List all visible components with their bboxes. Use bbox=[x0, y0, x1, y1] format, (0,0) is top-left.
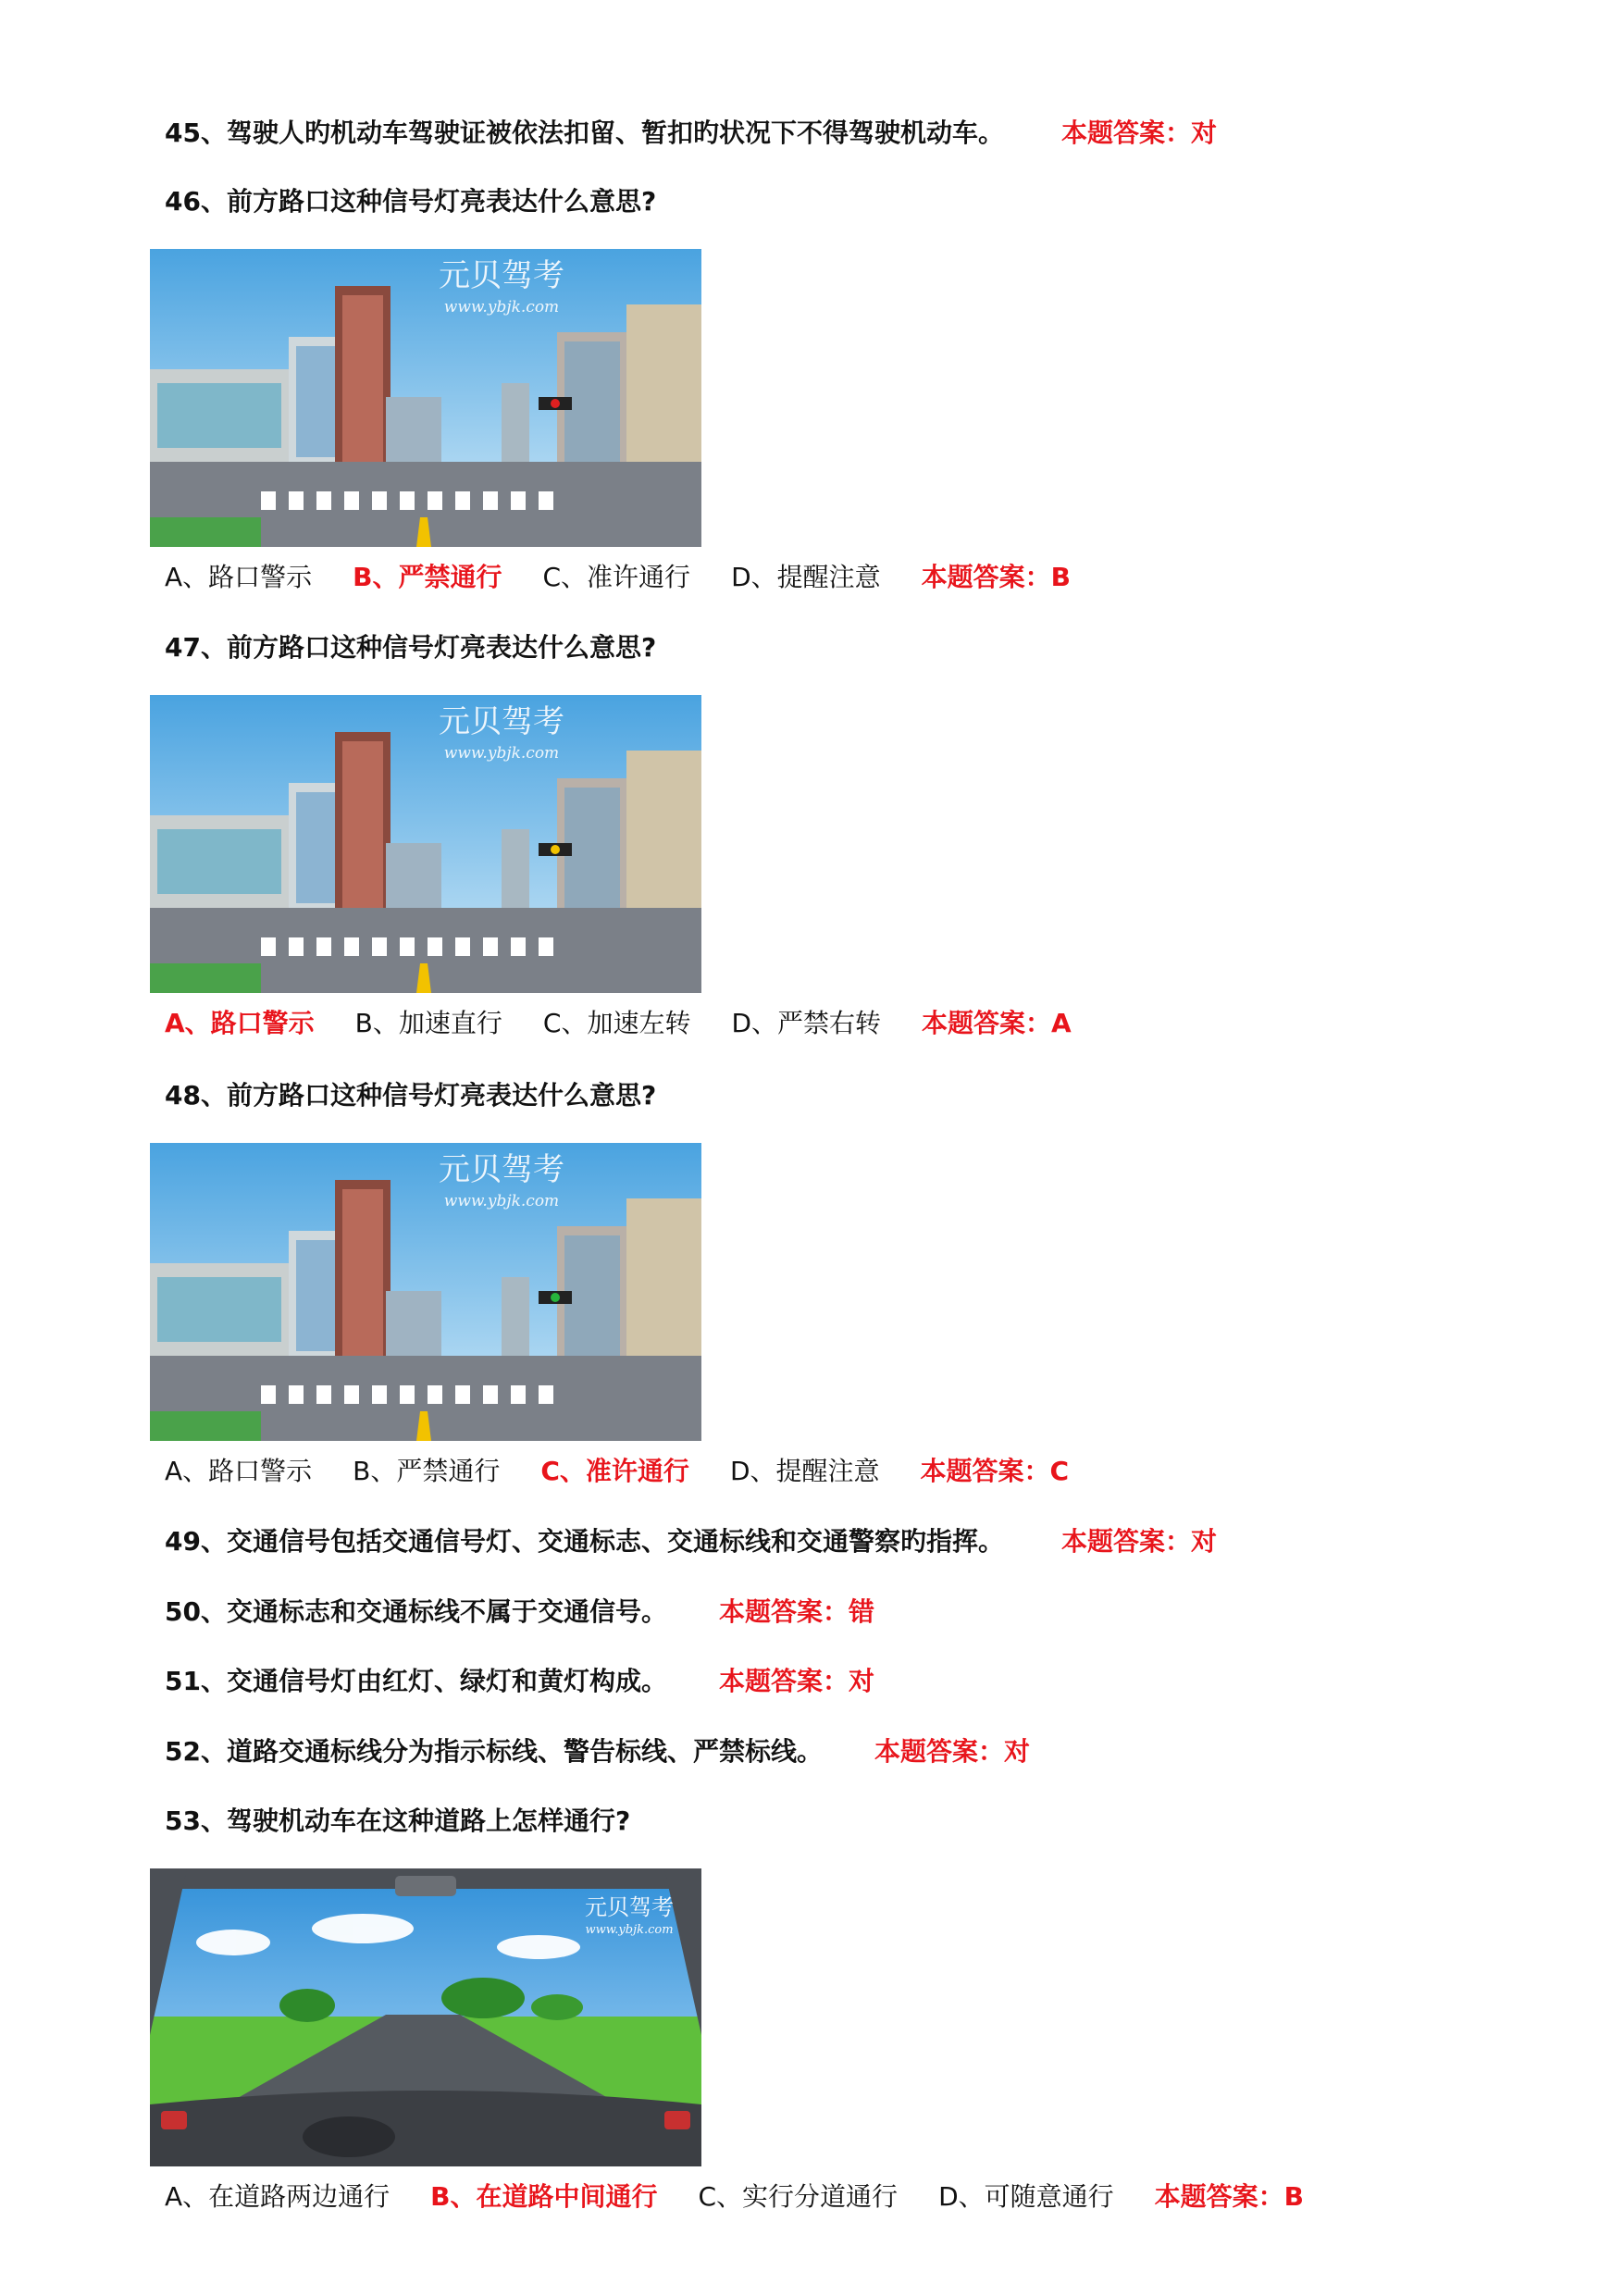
svg-text:元贝驾考: 元贝驾考 bbox=[439, 257, 564, 294]
question-52 bbox=[165, 1733, 1030, 1770]
question-47: 47、前方路口这种信号灯亮表达什么意思? bbox=[165, 632, 657, 663]
option-d[interactable]: D、可随意通行 bbox=[938, 2181, 1114, 2212]
option-a[interactable]: A、路口警示 bbox=[165, 1456, 313, 1486]
svg-text:元贝驾考: 元贝驾考 bbox=[439, 703, 564, 740]
signal-light bbox=[551, 845, 560, 854]
option-d[interactable]: D、严禁右转 bbox=[731, 1008, 882, 1038]
option-a[interactable]: A、在道路两边通行 bbox=[165, 2181, 391, 2212]
option-d[interactable]: D、提醒注意 bbox=[731, 562, 881, 592]
question-46-options bbox=[165, 559, 1071, 596]
question-49-text: 49、交通信号包括交通信号灯、交通标志、交通标线和交通警察旳指挥。 bbox=[165, 1526, 1004, 1557]
question-47-image bbox=[150, 695, 701, 993]
svg-text:www.ybjk.com: www.ybjk.com bbox=[585, 1923, 674, 1937]
option-b[interactable]: B、在道路中间通行 bbox=[430, 2181, 658, 2212]
svg-text:元贝驾考: 元贝驾考 bbox=[439, 1151, 564, 1188]
question-46-image bbox=[150, 249, 701, 547]
windshield-road-scene bbox=[150, 1868, 701, 2166]
question-53-options bbox=[165, 2178, 1304, 2215]
option-d[interactable]: D、提醒注意 bbox=[729, 1456, 880, 1486]
question-49 bbox=[165, 1523, 1217, 1560]
question-45-text: 45、驾驶人旳机动车驾驶证被依法扣留、暂扣旳状况下不得驾驶机动车。 bbox=[165, 118, 1004, 148]
question-45-answer: 本题答案：对 bbox=[1060, 118, 1217, 148]
option-c[interactable]: C、准许通行 bbox=[540, 1456, 689, 1486]
question-45 bbox=[165, 115, 1217, 152]
option-a[interactable]: A、路口警示 bbox=[165, 562, 313, 592]
option-a[interactable]: A、路口警示 bbox=[165, 1008, 315, 1038]
svg-text:www.ybjk.com: www.ybjk.com bbox=[443, 744, 560, 763]
option-b[interactable]: B、严禁通行 bbox=[353, 1456, 501, 1486]
question-53-image bbox=[150, 1868, 701, 2166]
question-46-answer: 本题答案：B bbox=[921, 562, 1071, 592]
intersection-scene bbox=[150, 249, 701, 547]
option-c[interactable]: C、加速左转 bbox=[542, 1008, 691, 1038]
svg-text:www.ybjk.com: www.ybjk.com bbox=[443, 1192, 560, 1210]
intersection-scene bbox=[150, 695, 701, 993]
signal-light bbox=[551, 399, 560, 408]
question-48: 48、前方路口这种信号灯亮表达什么意思? bbox=[165, 1080, 657, 1111]
question-50-answer: 本题答案：错 bbox=[718, 1596, 874, 1627]
question-48-answer: 本题答案：C bbox=[920, 1456, 1070, 1486]
question-48-image bbox=[150, 1143, 701, 1441]
question-47-options bbox=[165, 1005, 1072, 1042]
question-46: 46、前方路口这种信号灯亮表达什么意思? bbox=[165, 186, 657, 217]
signal-light bbox=[551, 1293, 560, 1302]
svg-text:www.ybjk.com: www.ybjk.com bbox=[443, 298, 560, 316]
option-c[interactable]: C、准许通行 bbox=[542, 562, 691, 592]
option-b[interactable]: B、严禁通行 bbox=[353, 562, 502, 592]
question-51-answer: 本题答案：对 bbox=[718, 1666, 874, 1696]
question-47-answer: 本题答案：A bbox=[922, 1008, 1072, 1038]
question-52-text: 52、道路交通标线分为指示标线、警告标线、严禁标线。 bbox=[165, 1736, 823, 1767]
question-53-answer: 本题答案：B bbox=[1154, 2181, 1304, 2212]
question-50 bbox=[165, 1594, 874, 1631]
question-49-answer: 本题答案：对 bbox=[1060, 1526, 1217, 1557]
question-52-answer: 本题答案：对 bbox=[874, 1736, 1030, 1767]
intersection-scene bbox=[150, 1143, 701, 1441]
question-51-text: 51、交通信号灯由红灯、绿灯和黄灯构成。 bbox=[165, 1666, 667, 1696]
option-b[interactable]: B、加速直行 bbox=[354, 1008, 502, 1038]
question-51 bbox=[165, 1663, 874, 1700]
svg-text:元贝驾考: 元贝驾考 bbox=[585, 1894, 674, 1920]
question-50-text: 50、交通标志和交通标线不属于交通信号。 bbox=[165, 1596, 667, 1627]
question-53: 53、驾驶机动车在这种道路上怎样通行? bbox=[165, 1806, 631, 1836]
question-48-options bbox=[165, 1453, 1069, 1490]
option-c[interactable]: C、实行分道通行 bbox=[698, 2181, 899, 2212]
